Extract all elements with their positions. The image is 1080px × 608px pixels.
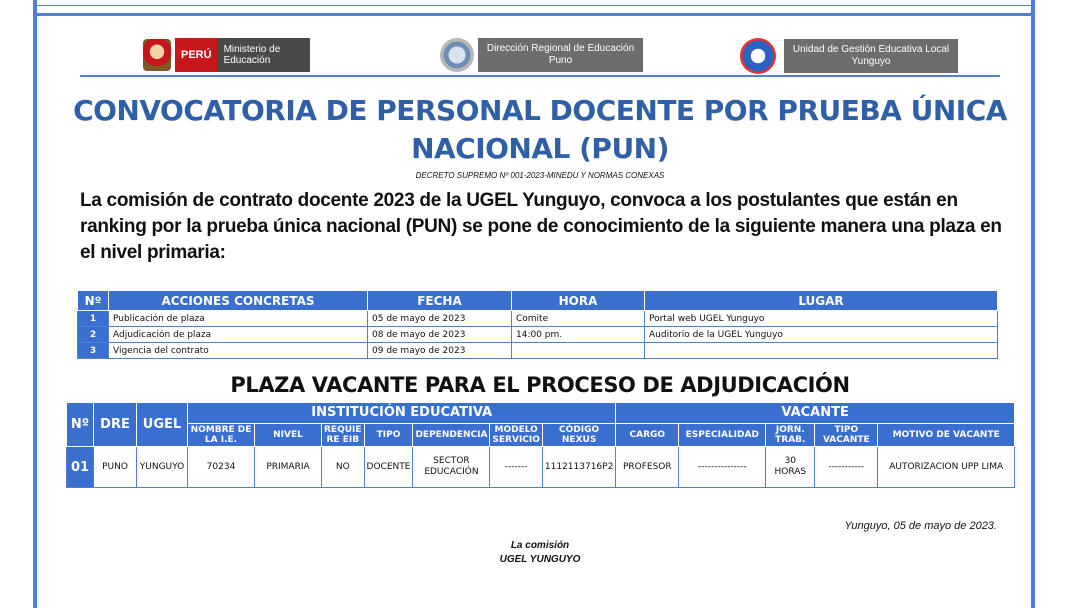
schedule-row-date: 08 de mayo de 2023 — [368, 327, 512, 343]
vacancy-row-dependency: SECTOR EDUCACIÓN — [413, 447, 490, 488]
vacancy-section-title: PLAZA VACANTE PARA EL PROCESO DE ADJUDICACIÓN — [230, 373, 850, 397]
schedule-header-actions: ACCIONES CONCRETAS — [109, 291, 368, 311]
vacancy-header-dependency: DEPENDENCIA — [413, 424, 490, 447]
vacancy-row-type: DOCENTE — [364, 447, 413, 488]
peru-label: PERÚ — [175, 38, 218, 72]
vacancy-header-vacante-group: VACANTE — [616, 403, 1015, 424]
schedule-table — [77, 290, 998, 359]
page-frame-left — [33, 0, 37, 608]
schedule-row-action: Vigencia del contrato — [109, 343, 368, 359]
schedule-header-time: HORA — [512, 291, 645, 311]
vacancy-header-reason: MOTIVO DE VACANTE — [878, 424, 1015, 447]
vacancy-row-number: 01 — [67, 447, 94, 488]
vacancy-header-ie-group: INSTITUCIÓN EDUCATIVA — [188, 403, 616, 424]
dre-emblem-icon — [440, 38, 474, 72]
schedule-row-number: 1 — [78, 311, 109, 327]
vacancy-row — [67, 447, 1015, 488]
schedule-row-date: 05 de mayo de 2023 — [368, 311, 512, 327]
signature-block — [440, 539, 640, 567]
vacancy-row-service-model: ------- — [490, 447, 542, 488]
schedule-row-action: Adjudicación de plaza — [109, 327, 368, 343]
schedule-row-number: 2 — [78, 327, 109, 343]
vacancy-table — [66, 402, 1015, 488]
intro-paragraph: La comisión de contrato docente 2023 de la UGEL Yunguyo, convoca a los postulantes que están en ranking por la prueba única nacional (PUN) se pone de conocimiento de la siguiente manera una plaza en el nivel primaria: — [80, 190, 1002, 263]
vacancy-row-position: PROFESOR — [616, 447, 679, 488]
dre-name: Dirección Regional de Educación Puno — [478, 38, 643, 72]
vacancy-header-nexus-code: CÓDIGO NEXUS — [542, 424, 615, 447]
vacancy-row-eib: NO — [322, 447, 365, 488]
schedule-row-time: 14:00 pm. — [512, 327, 645, 343]
page-frame-top — [33, 0, 1035, 16]
vacancy-row-ugel: YUNGUYO — [137, 447, 188, 488]
schedule-row-time: Comite — [512, 311, 645, 327]
schedule-header-number: Nº — [78, 291, 109, 311]
schedule-row — [78, 311, 998, 327]
schedule-row-number: 3 — [78, 343, 109, 359]
schedule-header-date: FECHA — [368, 291, 512, 311]
vacancy-header-number: Nº — [67, 403, 94, 447]
vacancy-row-school-name: 70234 — [188, 447, 255, 488]
decree-reference: DECRETO SUPREMO Nº 001-2023-MINEDU Y NORMAS CONEXAS — [415, 171, 665, 180]
schedule-row-place — [645, 343, 998, 359]
ugel-emblem-icon — [740, 38, 776, 74]
vacancy-row-nexus-code: 1112113716P2 — [542, 447, 615, 488]
signature-line-2: UGEL YUNGUYO — [499, 554, 581, 565]
vacancy-header-type: TIPO — [364, 424, 413, 447]
place-date-line: Yunguyo, 05 de mayo de 2023. — [844, 520, 997, 532]
schedule-row — [78, 327, 998, 343]
vacancy-header-specialty: ESPECIALIDAD — [679, 424, 766, 447]
vacancy-row-level: PRIMARIA — [255, 447, 322, 488]
vacancy-row-workday: 30 HORAS — [766, 447, 815, 488]
minedu-logo — [143, 38, 310, 72]
schedule-row — [78, 343, 998, 359]
dre-logo — [440, 38, 643, 72]
vacancy-header-level: NIVEL — [255, 424, 322, 447]
signature-line-1: La comisión — [510, 540, 570, 551]
page-frame-right — [1031, 0, 1035, 608]
schedule-header-place: LUGAR — [645, 291, 998, 311]
minedu-name: Ministerio de Educación — [218, 38, 310, 72]
schedule-row-place: Portal web UGEL Yunguyo — [645, 311, 998, 327]
schedule-row-time — [512, 343, 645, 359]
ugel-name: Unidad de Gestión Educativa Local Yunguyo — [784, 39, 958, 73]
vacancy-header-position: CARGO — [616, 424, 679, 447]
vacancy-header-school-name: NOMBRE DE LA I.E. — [188, 424, 255, 447]
schedule-row-date: 09 de mayo de 2023 — [368, 343, 512, 359]
peru-shield-icon — [143, 39, 171, 71]
vacancy-header-eib: REQUIE RE EIB — [322, 424, 365, 447]
page-title: CONVOCATORIA DE PERSONAL DOCENTE POR PRUEBA ÚNICA NACIONAL (PUN) — [73, 94, 1007, 165]
vacancy-header-vacancy-type: TIPO VACANTE — [815, 424, 878, 447]
vacancy-row-dre: PUNO — [94, 447, 137, 488]
schedule-row-action: Publicación de plaza — [109, 311, 368, 327]
vacancy-header-ugel: UGEL — [137, 403, 188, 447]
ugel-logo — [740, 38, 958, 74]
vacancy-row-specialty: --------------- — [679, 447, 766, 488]
vacancy-header-workday: JORN. TRAB. — [766, 424, 815, 447]
vacancy-header-dre: DRE — [94, 403, 137, 447]
vacancy-row-vacancy-type: ----------- — [815, 447, 878, 488]
vacancy-header-service-model: MODELO SERVICIO — [490, 424, 542, 447]
schedule-row-place: Auditorio de la UGEL Yunguyo — [645, 327, 998, 343]
header-divider — [80, 75, 1000, 77]
vacancy-row-reason: AUTORIZACION UPP LIMA — [878, 447, 1015, 488]
